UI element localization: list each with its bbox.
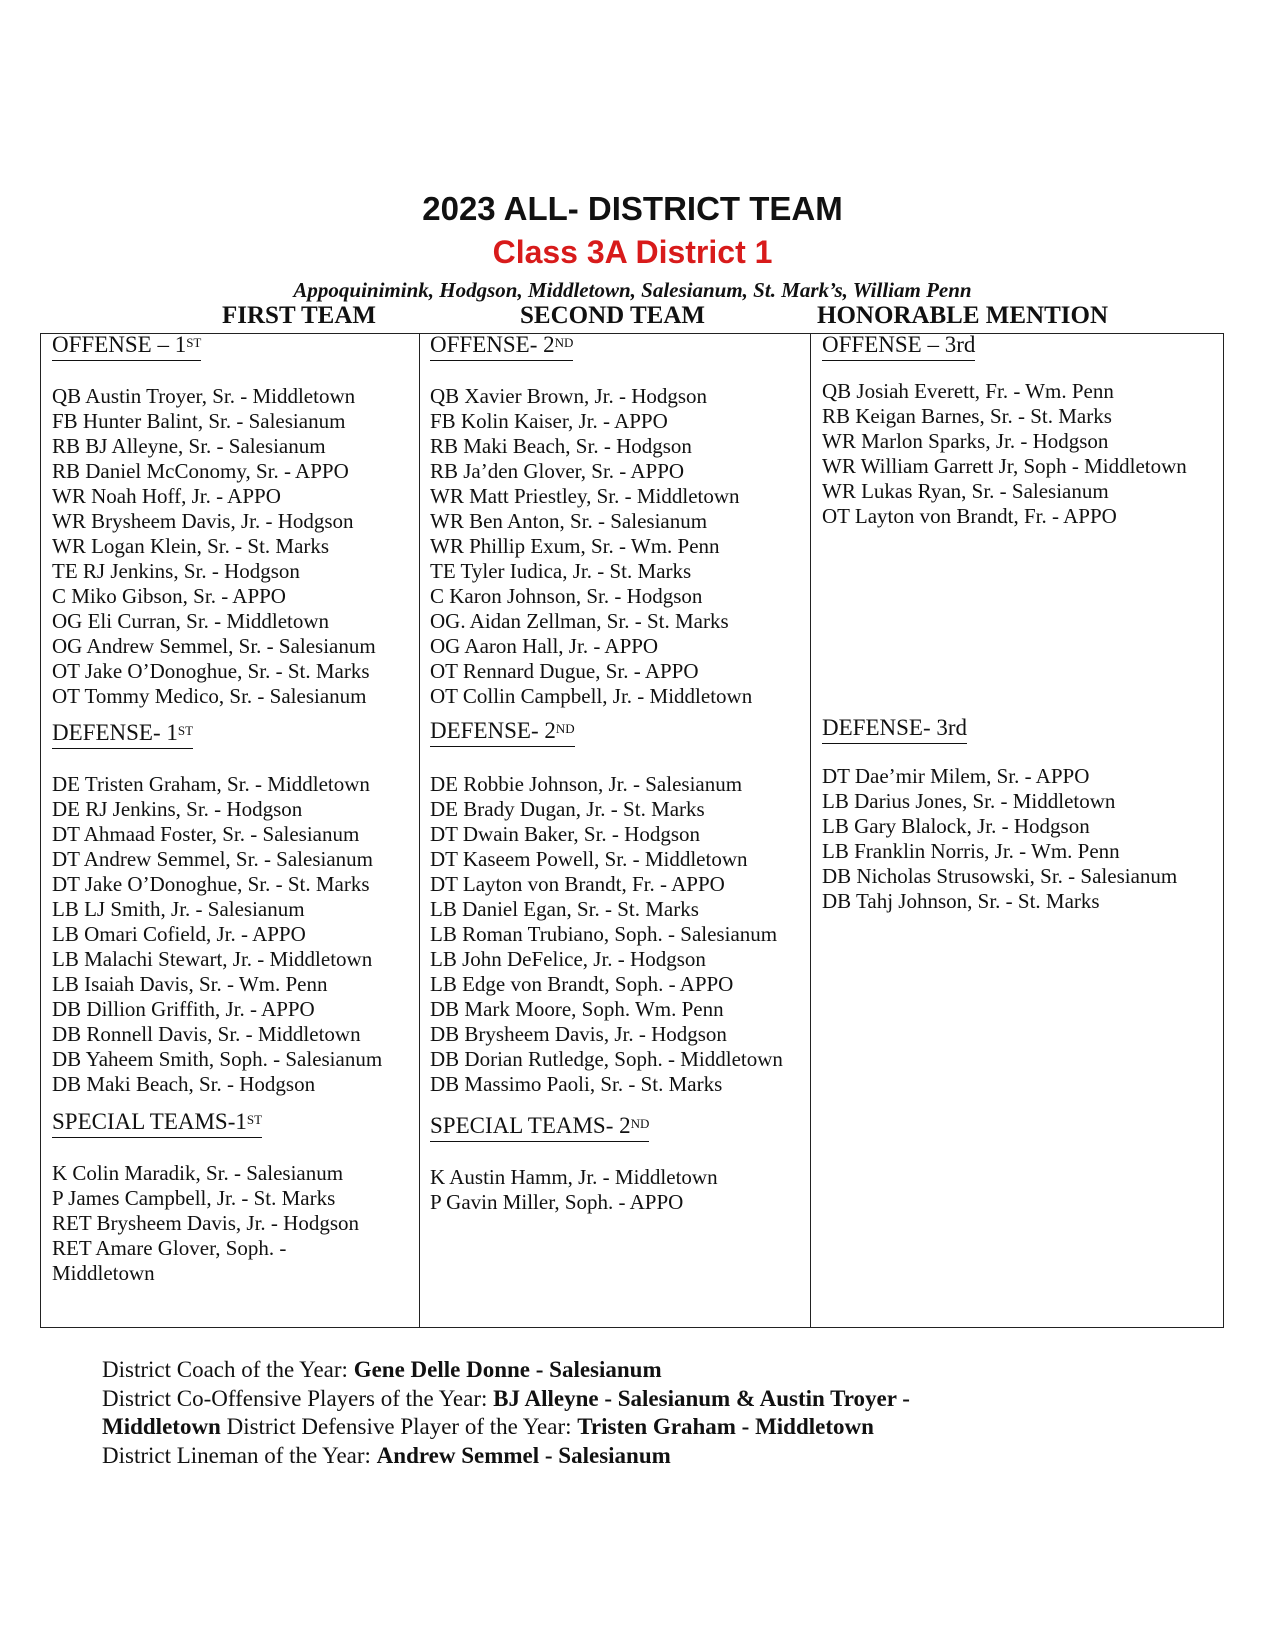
player-entry: RB Ja’den Glover, Sr. - APPO bbox=[430, 459, 685, 483]
player-entry: OT Collin Campbell, Jr. - Middletown bbox=[430, 684, 753, 708]
player-entry: P James Campbell, Jr. - St. Marks bbox=[52, 1186, 336, 1210]
player-entry: RET Brysheem Davis, Jr. - Hodgson bbox=[52, 1211, 360, 1235]
player-entry: WR Noah Hoff, Jr. - APPO bbox=[52, 484, 281, 508]
player-entry: P Gavin Miller, Soph. - APPO bbox=[430, 1190, 684, 1214]
player-entry: DB Yaheem Smith, Soph. - Salesianum bbox=[52, 1047, 383, 1071]
player-entry: OT Layton von Brandt, Fr. - APPO bbox=[822, 504, 1117, 528]
second-defense-section bbox=[430, 717, 808, 1097]
award-label: District Defensive Player of the Year: bbox=[220, 1414, 578, 1439]
player-entry: DB Ronnell Davis, Sr. - Middletown bbox=[52, 1022, 361, 1046]
section-heading: OFFENSE – 3rd bbox=[822, 331, 975, 361]
player-list bbox=[52, 384, 412, 709]
player-entry: WR Matt Priestley, Sr. - Middletown bbox=[430, 484, 740, 508]
defensive-player-of-year bbox=[102, 1413, 1062, 1442]
award-label: District Coach of the Year: bbox=[102, 1357, 354, 1382]
section-heading-label: SPECIAL TEAMS- 2 bbox=[430, 1113, 631, 1138]
player-list bbox=[430, 772, 808, 1097]
player-entry: DE Robbie Johnson, Jr. - Salesianum bbox=[430, 772, 743, 796]
second-special-section bbox=[430, 1112, 808, 1215]
player-entry: LB Franklin Norris, Jr. - Wm. Penn bbox=[822, 839, 1120, 863]
section-heading-suffix: ND bbox=[630, 1116, 650, 1131]
player-entry: OG Aaron Hall, Jr. - APPO bbox=[430, 634, 659, 658]
section-heading-suffix: ND bbox=[554, 335, 574, 350]
section-heading bbox=[52, 1108, 262, 1138]
player-entry: RET Amare Glover, Soph. - Middletown bbox=[52, 1236, 287, 1285]
section-heading-suffix: ST bbox=[177, 723, 194, 738]
player-entry: RB BJ Alleyne, Sr. - Salesianum bbox=[52, 434, 326, 458]
player-entry: OG. Aidan Zellman, Sr. - St. Marks bbox=[430, 609, 729, 633]
player-entry: QB Josiah Everett, Fr. - Wm. Penn bbox=[822, 379, 1114, 403]
roster-table bbox=[40, 333, 1224, 1328]
section-heading-label: OFFENSE- 2 bbox=[430, 332, 555, 357]
section-heading-label: DEFENSE- 2 bbox=[430, 718, 556, 743]
player-list bbox=[52, 1161, 372, 1286]
section-heading-label: DEFENSE- 1 bbox=[52, 720, 178, 745]
player-entry: DB Brysheem Davis, Jr. - Hodgson bbox=[430, 1022, 727, 1046]
offensive-players-of-year bbox=[102, 1385, 1062, 1414]
player-entry: OG Eli Curran, Sr. - Middletown bbox=[52, 609, 330, 633]
player-entry: DE Tristen Graham, Sr. - Middletown bbox=[52, 772, 370, 796]
player-entry: QB Austin Troyer, Sr. - Middletown bbox=[52, 384, 356, 408]
award-label: District Co-Offensive Players of the Year: bbox=[102, 1385, 494, 1411]
player-entry: WR Phillip Exum, Sr. - Wm. Penn bbox=[430, 534, 720, 558]
award-value: BJ Alleyne - Salesianum & Austin Troyer - bbox=[493, 1385, 910, 1411]
column-divider bbox=[810, 334, 811, 1327]
page-subtitle: Class 3A District 1 bbox=[492, 234, 773, 270]
player-entry: OG Andrew Semmel, Sr. - Salesianum bbox=[52, 634, 376, 658]
section-heading bbox=[52, 331, 201, 361]
award-value: Andrew Semmel - Salesianum bbox=[376, 1442, 671, 1468]
player-entry: RB Maki Beach, Sr. - Hodgson bbox=[430, 434, 692, 458]
honorable-defense-section bbox=[822, 714, 1222, 914]
player-entry: DT Jake O’Donoghue, Sr. - St. Marks bbox=[52, 872, 370, 896]
player-entry: WR Lukas Ryan, Sr. - Salesianum bbox=[822, 479, 1109, 503]
honorable-mention-heading: HONORABLE MENTION bbox=[817, 302, 1109, 329]
player-entry: OT Rennard Dugue, Sr. - APPO bbox=[430, 659, 699, 683]
player-entry: DT Kaseem Powell, Sr. - Middletown bbox=[430, 847, 748, 871]
section-heading bbox=[430, 717, 575, 747]
player-entry: DT Layton von Brandt, Fr. - APPO bbox=[430, 872, 725, 896]
player-list bbox=[430, 1165, 808, 1215]
first-team-column bbox=[52, 334, 412, 1327]
page-title: 2023 ALL- DISTRICT TEAM bbox=[422, 190, 843, 227]
player-entry: TE Tyler Iudica, Jr. - St. Marks bbox=[430, 559, 692, 583]
schools-list: Appoquinimink, Hodgson, Middletown, Salesianum, St. Mark’s, William Penn bbox=[293, 278, 972, 302]
player-list bbox=[52, 772, 412, 1097]
section-heading: DEFENSE- 3rd bbox=[822, 714, 967, 744]
player-entry: TE RJ Jenkins, Sr. - Hodgson bbox=[52, 559, 300, 583]
player-entry: WR Logan Klein, Sr. - St. Marks bbox=[52, 534, 330, 558]
player-entry: K Austin Hamm, Jr. - Middletown bbox=[430, 1165, 718, 1189]
player-entry: C Karon Johnson, Sr. - Hodgson bbox=[430, 584, 703, 608]
player-entry: DB Maki Beach, Sr. - Hodgson bbox=[52, 1072, 316, 1096]
player-list bbox=[822, 379, 1222, 529]
player-entry: LB Isaiah Davis, Sr. - Wm. Penn bbox=[52, 972, 328, 996]
first-defense-section bbox=[52, 719, 412, 1097]
section-heading-label: SPECIAL TEAMS-1 bbox=[52, 1109, 247, 1134]
second-team-column bbox=[430, 334, 808, 1327]
section-heading-suffix: ST bbox=[186, 335, 202, 350]
award-value: Gene Delle Donne - Salesianum bbox=[353, 1357, 662, 1382]
player-list bbox=[822, 764, 1222, 914]
section-heading-suffix: ND bbox=[555, 721, 575, 736]
honorable-mention-column bbox=[822, 334, 1222, 1327]
player-entry: WR Brysheem Davis, Jr. - Hodgson bbox=[52, 509, 354, 533]
player-entry: WR William Garrett Jr, Soph - Middletown bbox=[822, 454, 1187, 478]
award-label: District Lineman of the Year: bbox=[102, 1442, 377, 1468]
first-special-section bbox=[52, 1108, 412, 1286]
honorable-offense-section bbox=[822, 331, 1222, 529]
lineman-of-year bbox=[102, 1442, 1062, 1471]
column-divider bbox=[419, 334, 420, 1327]
player-entry: LB Edge von Brandt, Soph. - APPO bbox=[430, 972, 734, 996]
player-entry: LB Malachi Stewart, Jr. - Middletown bbox=[52, 947, 373, 971]
player-entry: C Miko Gibson, Sr. - APPO bbox=[52, 584, 286, 608]
section-heading-suffix: ST bbox=[246, 1112, 263, 1127]
player-entry: FB Hunter Balint, Sr. - Salesianum bbox=[52, 409, 346, 433]
second-offense-section bbox=[430, 331, 808, 709]
first-team-heading: FIRST TEAM bbox=[222, 302, 376, 329]
player-entry: LB Daniel Egan, Sr. - St. Marks bbox=[430, 897, 699, 921]
player-entry: LB Darius Jones, Sr. - Middletown bbox=[822, 789, 1116, 813]
player-entry: RB Daniel McConomy, Sr. - APPO bbox=[52, 459, 349, 483]
player-entry: FB Kolin Kaiser, Jr. - APPO bbox=[430, 409, 668, 433]
awards-section bbox=[102, 1356, 1062, 1470]
player-entry: LB Roman Trubiano, Soph. - Salesianum bbox=[430, 922, 778, 946]
player-entry: DT Dwain Baker, Sr. - Hodgson bbox=[430, 822, 700, 846]
coach-of-year bbox=[102, 1356, 1062, 1385]
player-entry: LB Gary Blalock, Jr. - Hodgson bbox=[822, 814, 1090, 838]
player-entry: DE Brady Dugan, Jr. - St. Marks bbox=[430, 797, 705, 821]
player-list bbox=[430, 384, 808, 709]
section-heading bbox=[430, 331, 573, 361]
player-entry: RB Keigan Barnes, Sr. - St. Marks bbox=[822, 404, 1112, 428]
player-entry: WR Marlon Sparks, Jr. - Hodgson bbox=[822, 429, 1109, 453]
player-entry: LB John DeFelice, Jr. - Hodgson bbox=[430, 947, 706, 971]
player-entry: DT Andrew Semmel, Sr. - Salesianum bbox=[52, 847, 373, 871]
award-value: Middletown bbox=[102, 1414, 221, 1439]
player-entry: DT Dae’mir Milem, Sr. - APPO bbox=[822, 764, 1090, 788]
player-entry: WR Ben Anton, Sr. - Salesianum bbox=[430, 509, 708, 533]
player-entry: DB Tahj Johnson, Sr. - St. Marks bbox=[822, 889, 1100, 913]
player-entry: QB Xavier Brown, Jr. - Hodgson bbox=[430, 384, 708, 408]
player-entry: DB Nicholas Strusowski, Sr. - Salesianum bbox=[822, 864, 1178, 888]
player-entry: DT Ahmaad Foster, Sr. - Salesianum bbox=[52, 822, 360, 846]
section-heading bbox=[52, 719, 193, 749]
player-entry: OT Tommy Medico, Sr. - Salesianum bbox=[52, 684, 367, 708]
player-entry: DB Dillion Griffith, Jr. - APPO bbox=[52, 997, 315, 1021]
player-entry: K Colin Maradik, Sr. - Salesianum bbox=[52, 1161, 344, 1185]
player-entry: OT Jake O’Donoghue, Sr. - St. Marks bbox=[52, 659, 370, 683]
player-entry: LB Omari Cofield, Jr. - APPO bbox=[52, 922, 306, 946]
award-value: Tristen Graham - Middletown bbox=[577, 1414, 874, 1439]
section-heading bbox=[430, 1112, 649, 1142]
player-entry: DB Massimo Paoli, Sr. - St. Marks bbox=[430, 1072, 723, 1096]
second-team-heading: SECOND TEAM bbox=[520, 302, 705, 329]
first-offense-section bbox=[52, 331, 412, 709]
section-heading-label: OFFENSE – 1 bbox=[52, 332, 187, 357]
player-entry: DB Dorian Rutledge, Soph. - Middletown bbox=[430, 1047, 783, 1071]
player-entry: DE RJ Jenkins, Sr. - Hodgson bbox=[52, 797, 303, 821]
player-entry: DB Mark Moore, Soph. Wm. Penn bbox=[430, 997, 724, 1021]
player-entry: LB LJ Smith, Jr. - Salesianum bbox=[52, 897, 305, 921]
